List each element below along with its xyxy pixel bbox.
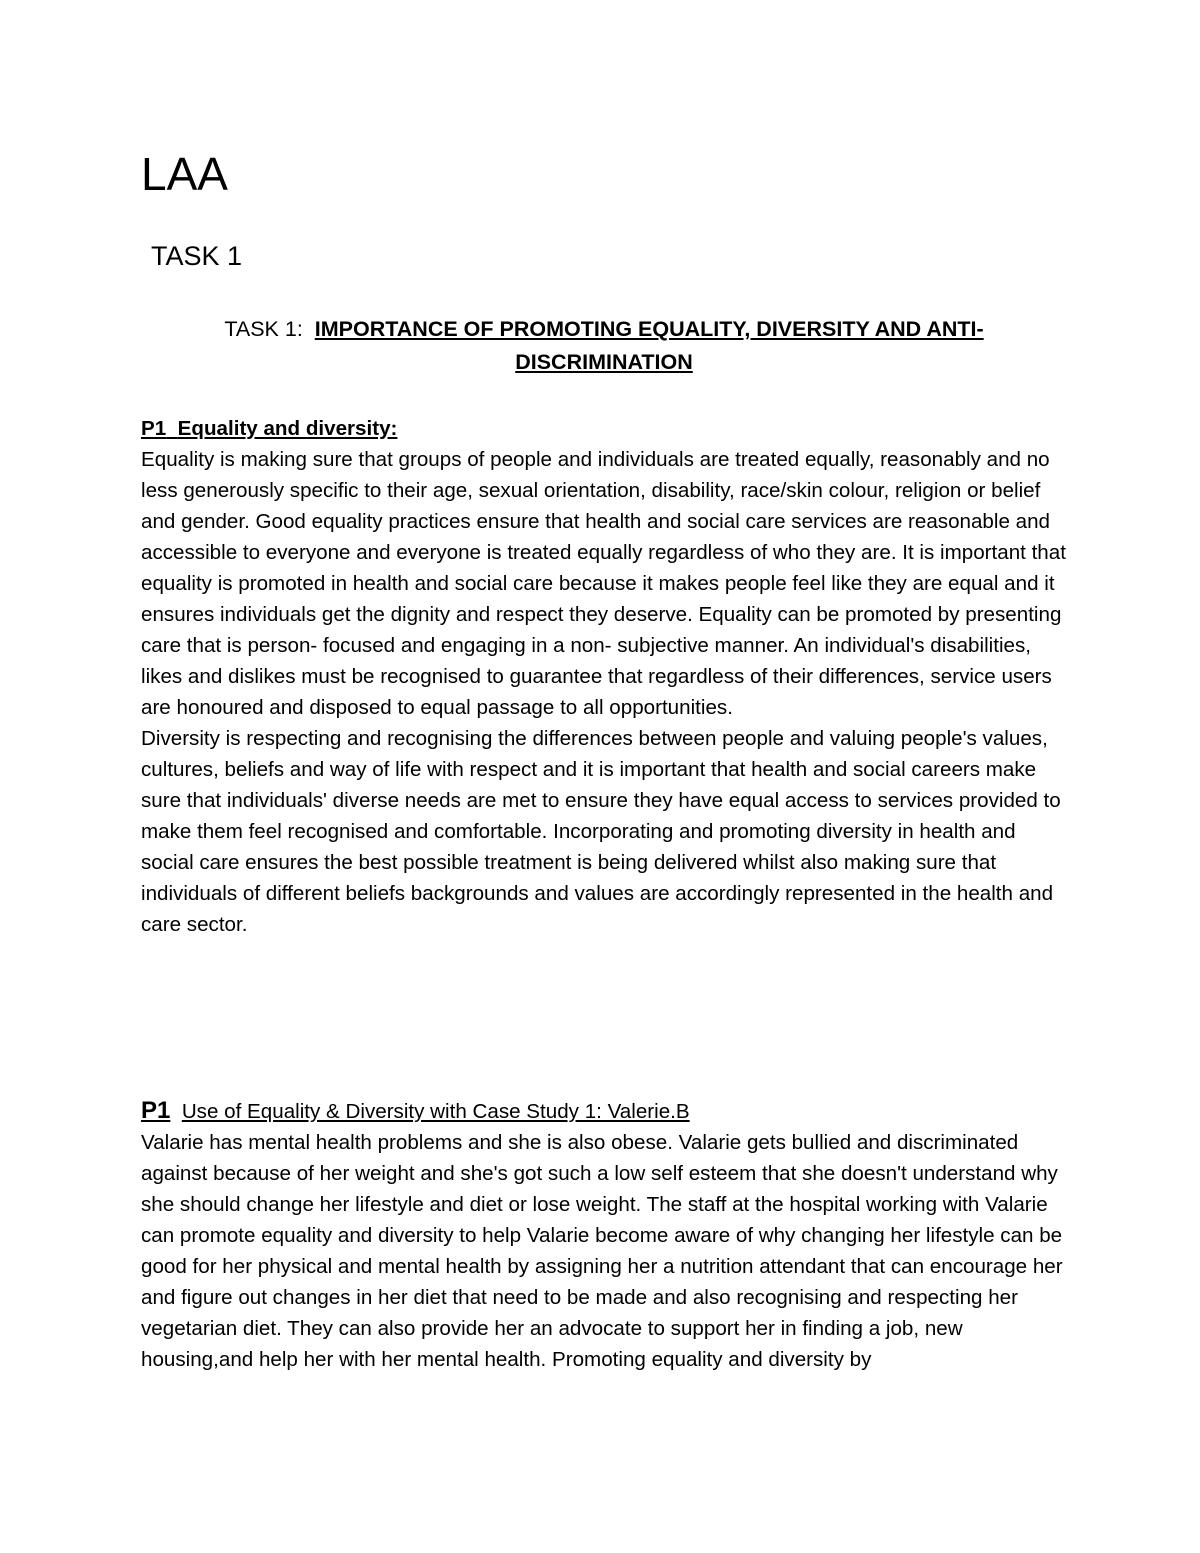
document-title: LAA [141, 148, 228, 200]
section-heading [141, 413, 1071, 444]
task-heading [141, 313, 1067, 379]
section-title: Use of Equality & Diversity with Case Study 1: Valerie.B [181, 1100, 690, 1123]
section-case-study [141, 1095, 1071, 1375]
task-label: TASK 1 [151, 241, 243, 271]
task-heading-prefix: TASK 1: [224, 317, 303, 341]
section-equality-diversity [141, 413, 1071, 940]
paragraph-diversity: Diversity is respecting and recognising the differences between people and valuing people's values, cultures, beliefs and way of life with respect and it is important that health and social careers make sure that individuals' diverse needs are met to ensure they have equal access to services provided to make them feel recognised and comfortable. Incorporating and promoting diversity in health and social care ensures the best possible treatment is being delivered whilst also making sure that individuals of different beliefs backgrounds and values are accordingly represented in the health and care sector. [141, 727, 1061, 936]
section-code: P1 [141, 1097, 171, 1124]
task-heading-title: IMPORTANCE OF PROMOTING EQUALITY, DIVERSITY AND ANTI-DISCRIMINATION [314, 317, 984, 374]
section-heading [141, 1095, 1071, 1127]
paragraph-case-study: Valarie has mental health problems and she is also obese. Valarie gets bullied and discriminated against because of her weight and she's got such a low self esteem that she doesn't understand why she should change her lifestyle and diet or lose weight. The staff at the hospital working with Valarie can promote equality and diversity to help Valarie become aware of why changing her lifestyle can be good for her physical and mental health by assigning her a nutrition attendant that can encourage her and figure out changes in her diet that need to be made and also recognising and respecting her vegetarian diet. They can also provide her an advocate to support her in finding a job, new housing,and help her with her mental health. Promoting equality and diversity by [141, 1131, 1063, 1371]
paragraph-equality: Equality is making sure that groups of people and individuals are treated equally, reasonably and no less generously specific to their age, sexual orientation, disability, race/skin colour, religion or belief and gender. Good equality practices ensure that health and social care services are reasonable and accessible to everyone and everyone is treated equally regardless of who they are. It is important that equality is promoted in health and social care because it makes people feel like they are equal and it ensures individuals get the dignity and respect they deserve. Equality can be promoted by presenting care that is person- focused and engaging in a non- subjective manner. An individual's disabilities, likes and dislikes must be recognised to guarantee that regardless of their differences, service users are honoured and disposed to equal passage to all opportunities. [141, 448, 1066, 719]
section-code: P1 [141, 417, 167, 440]
section-title: Equality and diversity: [177, 417, 398, 440]
